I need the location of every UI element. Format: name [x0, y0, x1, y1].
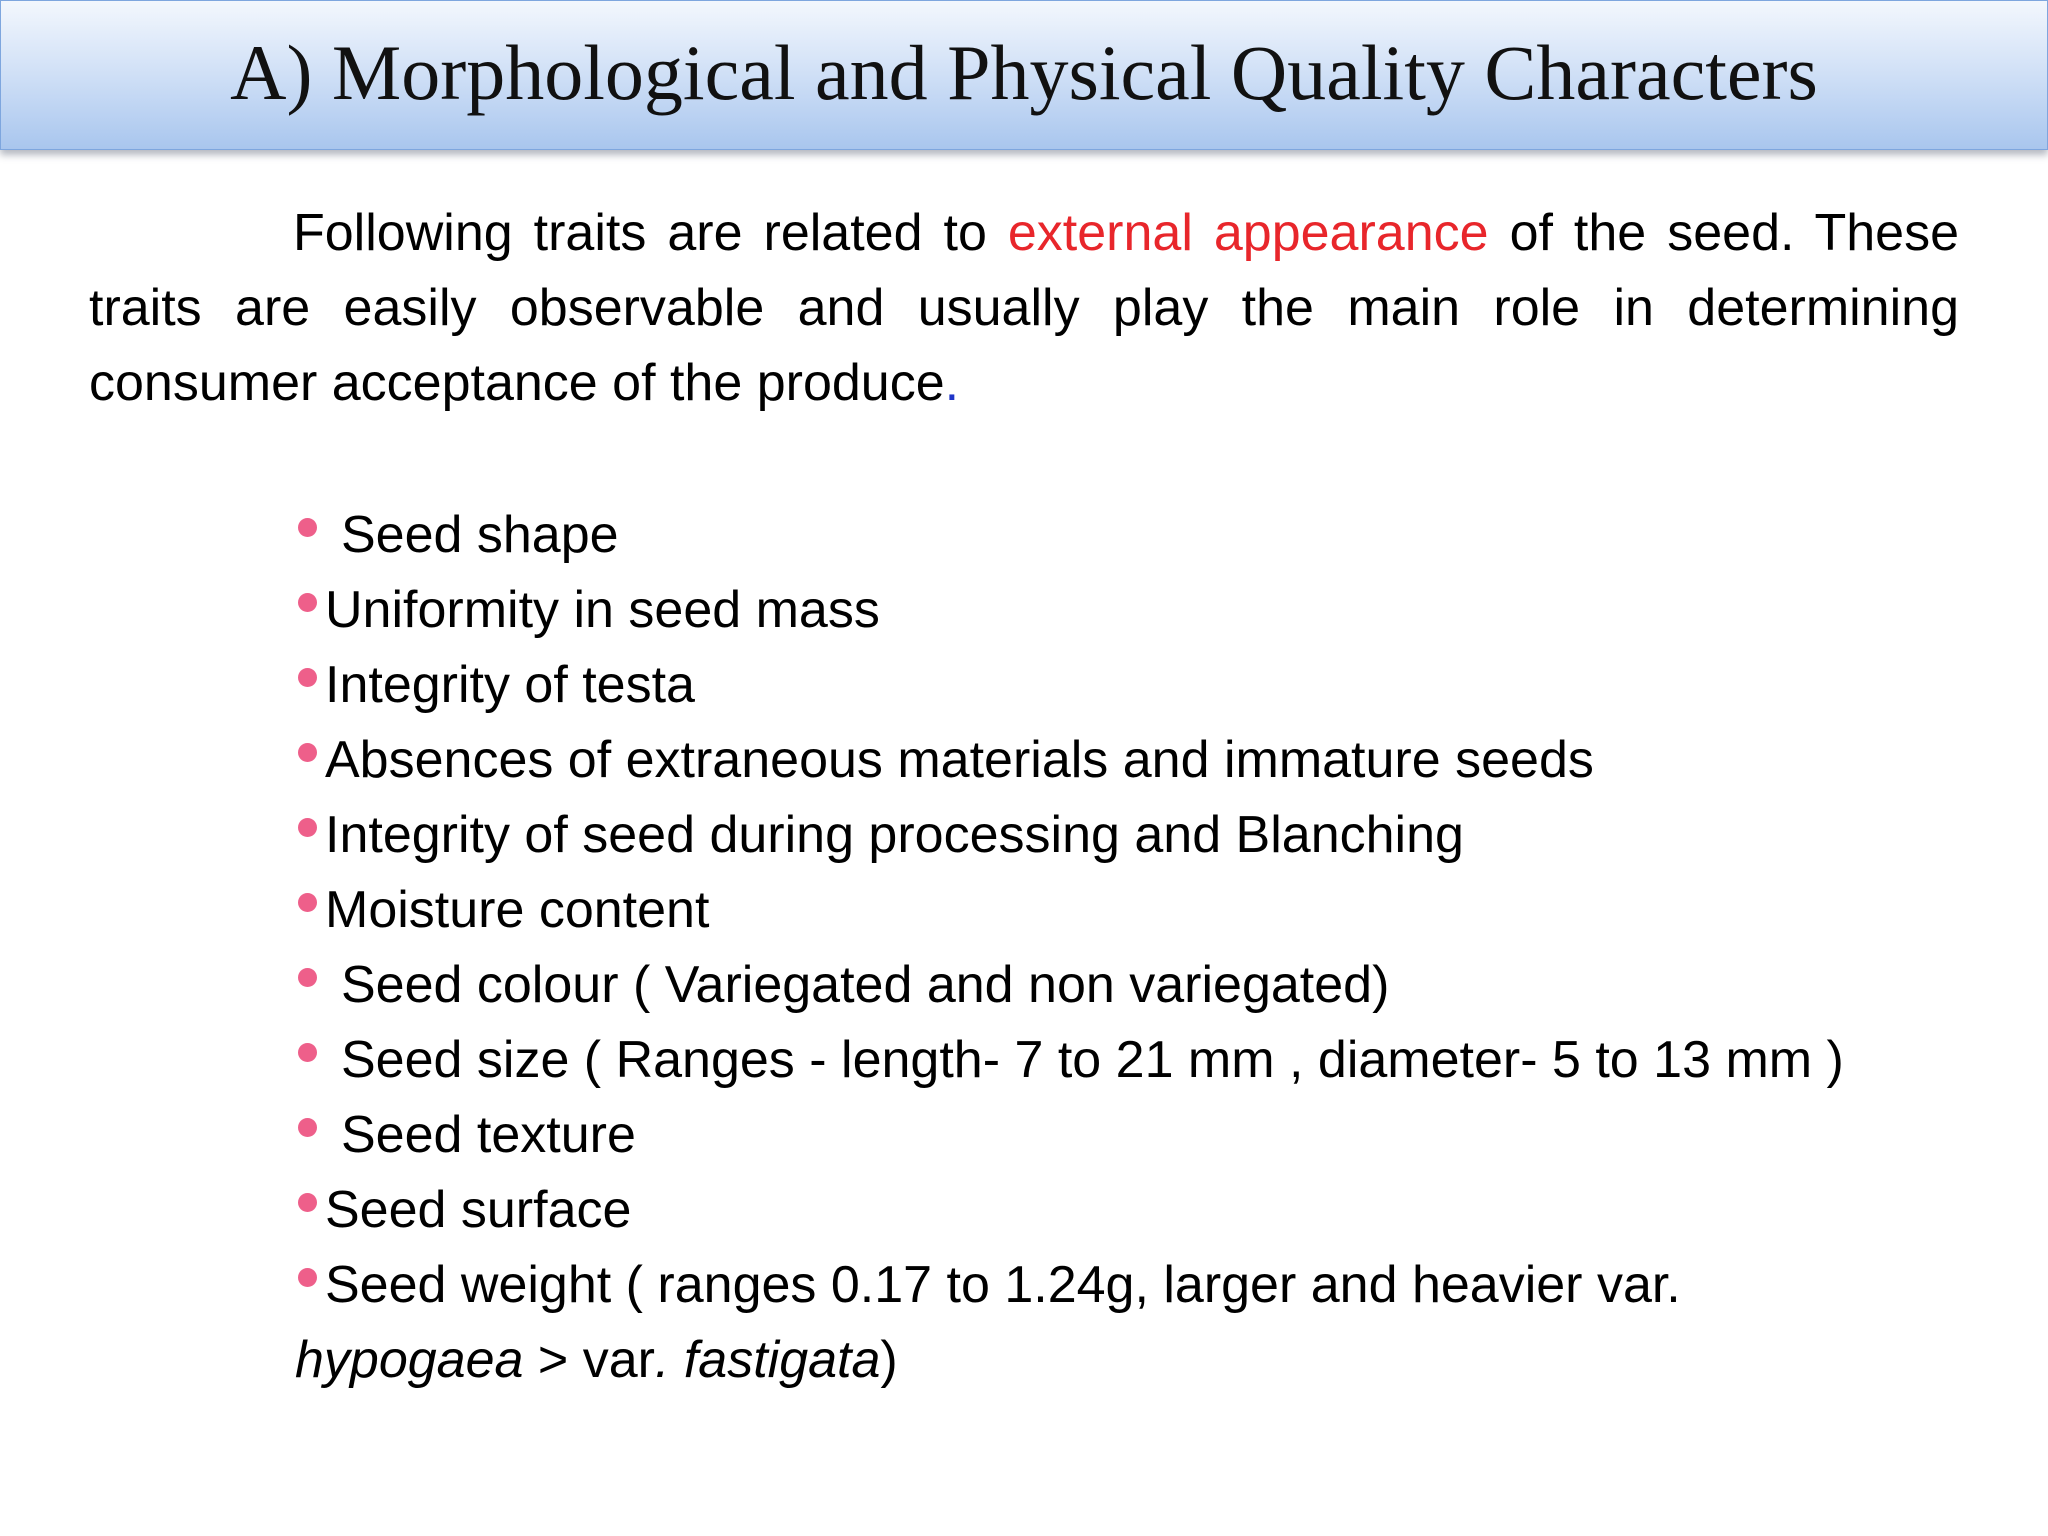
list-item-text: Absences of extraneous materials and immature seeds	[325, 731, 1594, 789]
list-item-text: Uniformity in seed mass	[325, 581, 880, 639]
intro-text-part1: Following traits are related to	[293, 204, 1008, 262]
bullet-dot-icon	[298, 1043, 317, 1062]
list-item	[295, 1023, 1895, 1098]
intro-text-part2: of the seed. These traits are easily observable and usually play the main role in determining consumer acceptance of the produce	[89, 204, 1960, 412]
bullet-dot-icon	[298, 1118, 317, 1137]
seed-weight-text-mid: > var	[523, 1331, 655, 1389]
list-item	[295, 648, 1895, 723]
bullet-dot-icon	[298, 968, 317, 987]
list-item-text: Seed surface	[325, 1181, 632, 1239]
list-item	[295, 1173, 1895, 1248]
bullet-dot-icon	[298, 518, 317, 537]
bullet-dot-icon	[298, 668, 317, 687]
bullet-dot-icon	[298, 818, 317, 837]
bullet-dot-icon	[298, 1193, 317, 1212]
bullet-dot-icon	[298, 593, 317, 612]
intro-end-dot: .	[944, 354, 960, 412]
bullet-dot-icon	[298, 893, 317, 912]
list-item	[295, 498, 1895, 573]
list-item	[295, 573, 1895, 648]
list-item	[295, 1248, 1895, 1398]
slide-title: A) Morphological and Physical Quality Characters	[230, 29, 1818, 116]
list-item-text: Seed shape	[341, 506, 619, 564]
list-item	[295, 1098, 1895, 1173]
bullet-dot-icon	[298, 1268, 317, 1287]
list-item	[295, 723, 1895, 798]
trait-list	[295, 498, 1895, 1398]
list-item-text: Moisture content	[325, 881, 710, 939]
bullet-dot-icon	[298, 743, 317, 762]
list-item	[295, 948, 1895, 1023]
list-item	[295, 798, 1895, 873]
intro-highlight: external appearance	[1007, 204, 1489, 262]
title-bar	[0, 0, 2048, 150]
list-item-text: Integrity of seed during processing and Blanching	[325, 806, 1464, 864]
list-item-text: Seed colour ( Variegated and non variegated)	[341, 956, 1390, 1014]
intro-paragraph	[89, 196, 1959, 421]
list-item-text: Integrity of testa	[325, 656, 695, 714]
seed-weight-text-end: )	[880, 1331, 898, 1389]
list-item-text: Seed size ( Ranges - length- 7 to 21 mm , diameter- 5 to 13 mm )	[341, 1031, 1844, 1089]
seed-weight-italic-hypogaea: hypogaea	[295, 1331, 524, 1389]
seed-weight-italic-fastigata: . fastigata	[654, 1331, 881, 1389]
seed-weight-text: Seed weight ( ranges 0.17 to 1.24g, larger and heavier var.	[325, 1256, 1681, 1314]
list-item-text: Seed texture	[341, 1106, 636, 1164]
list-item	[295, 873, 1895, 948]
